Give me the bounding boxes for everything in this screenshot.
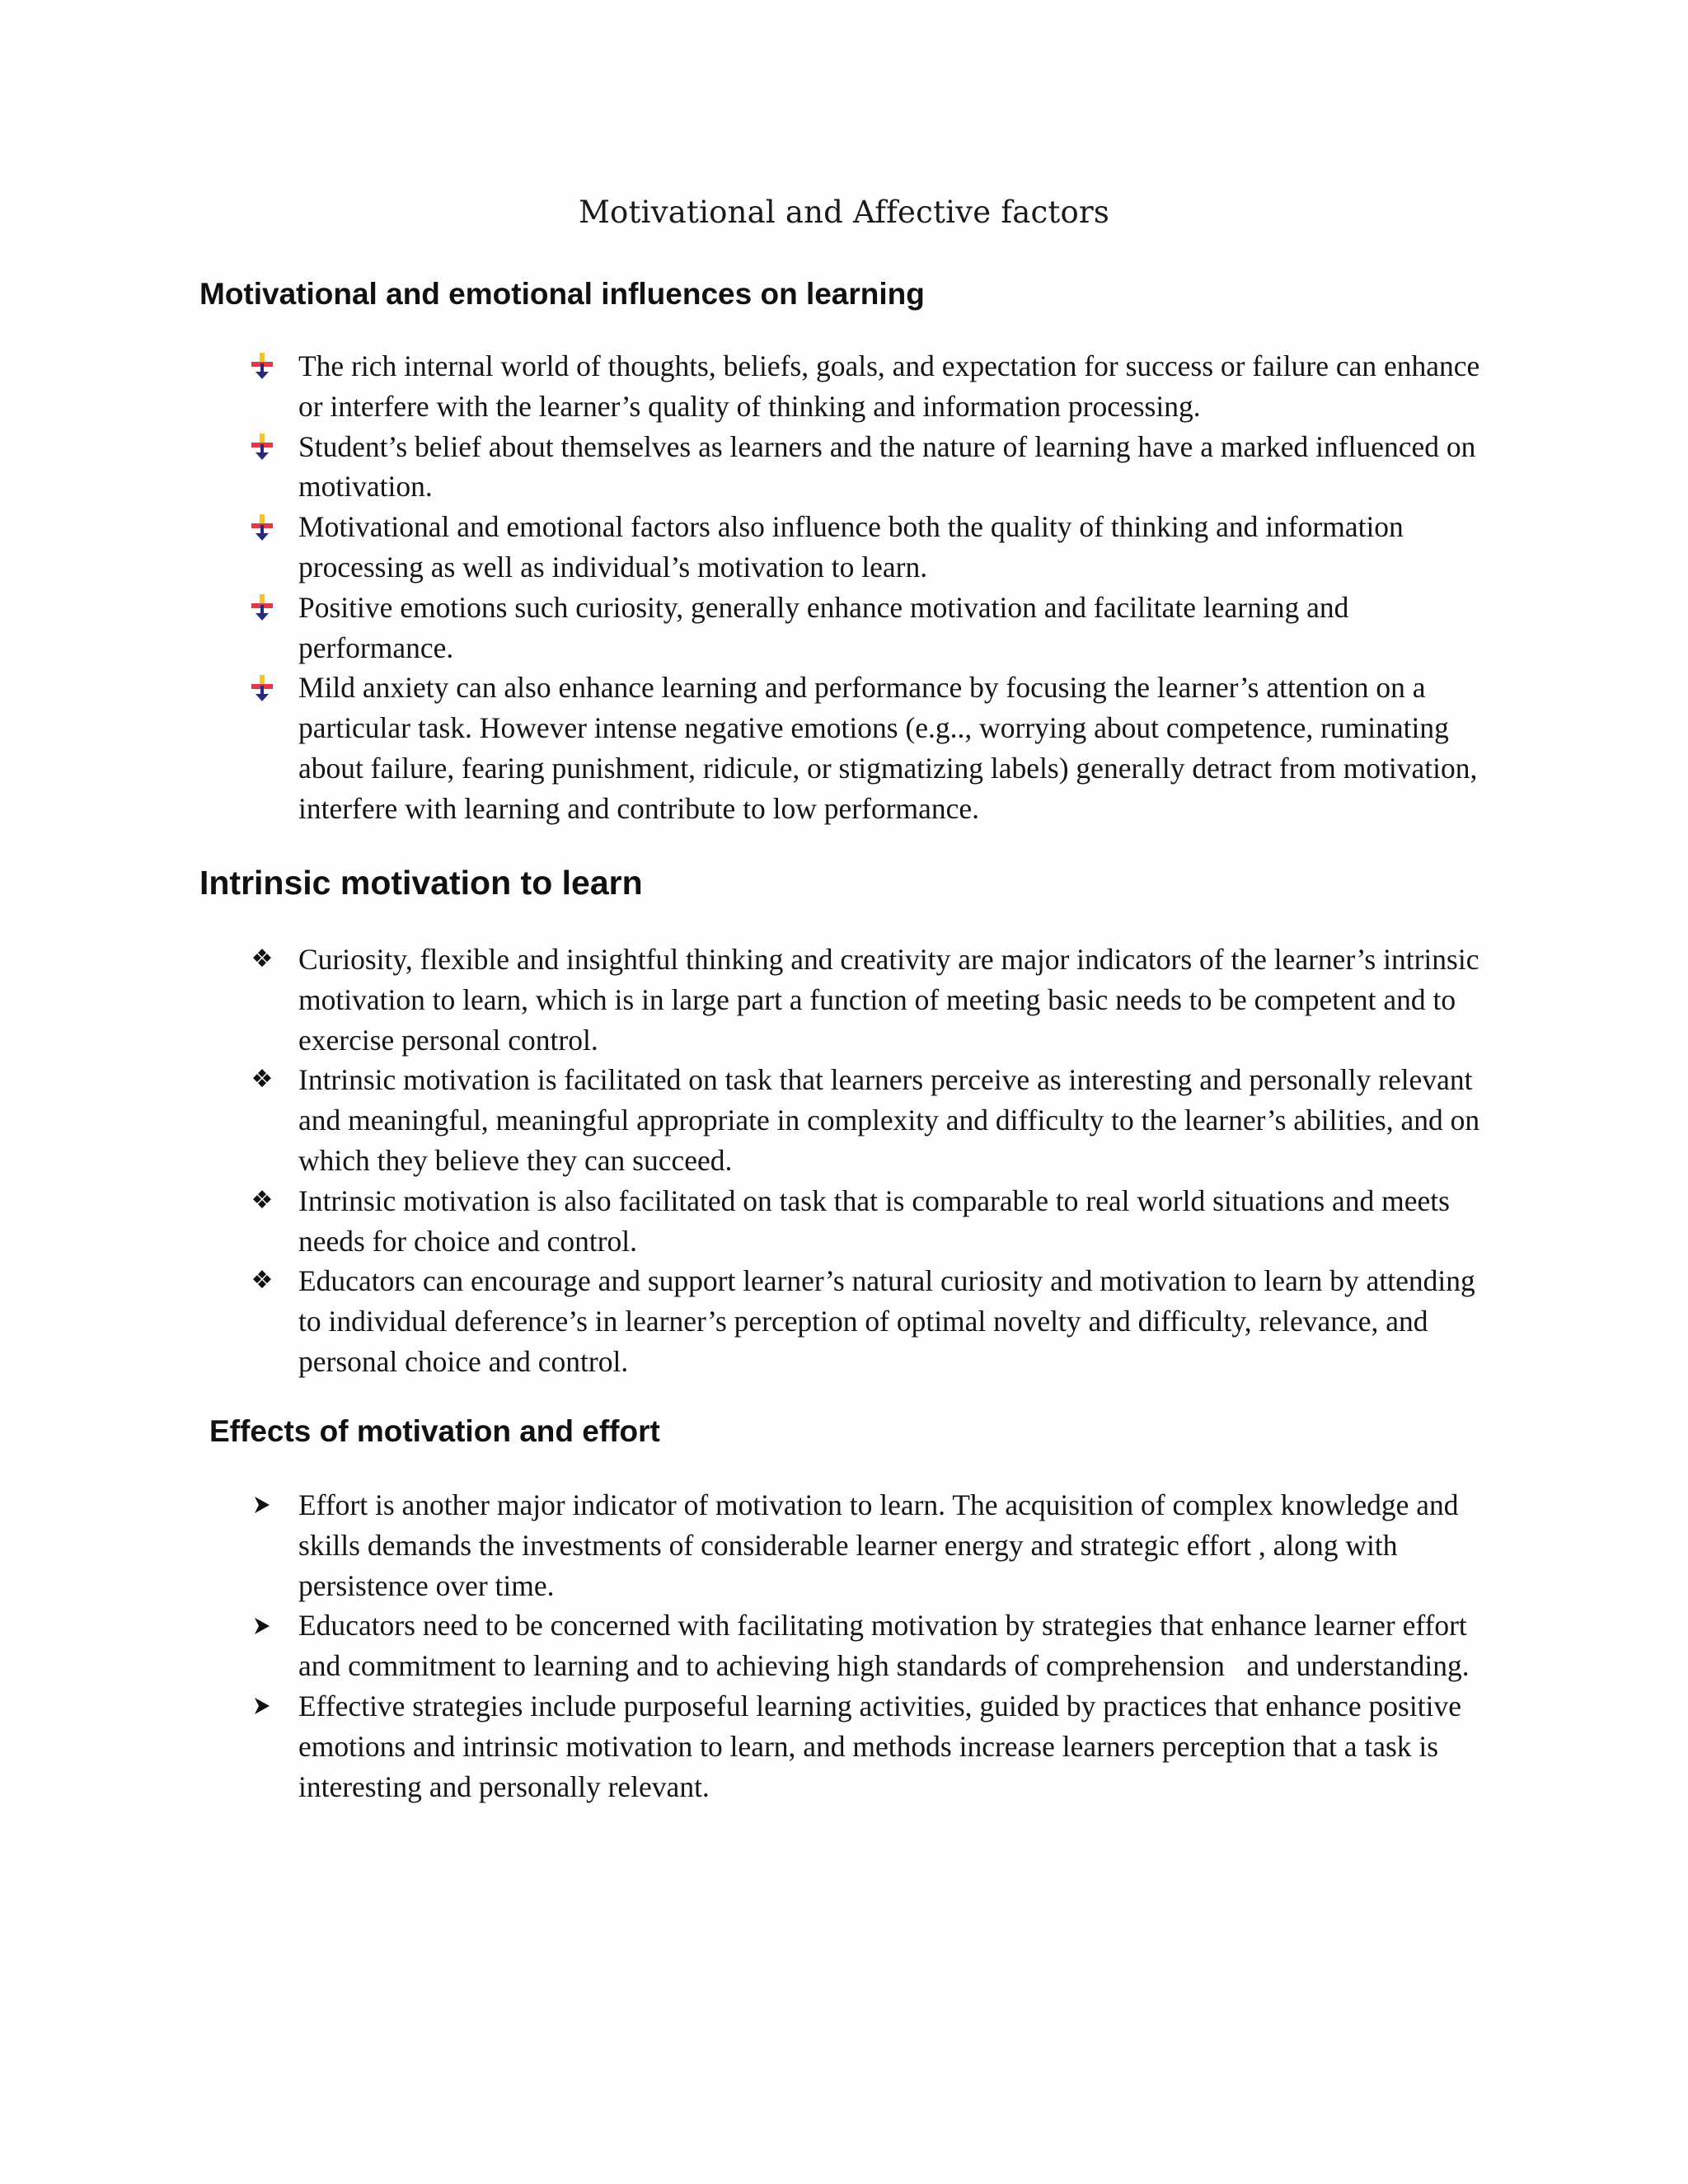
down-arrow-cross-icon — [246, 427, 279, 467]
arrowhead-right-icon — [246, 1686, 279, 1727]
list-item-text: Educators can encourage and support learner’s natural curiosity and motivation to learn by attending to individual deference’s in learner’s perception of optimal novelty and difficulty, relevance, and personal choice and control. — [298, 1264, 1475, 1378]
down-arrow-cross-icon — [246, 346, 279, 387]
list-item-text: Effort is another major indicator of motivation to learn. The acquisition of complex knowledge and skills demands the investments of considerable learner energy and strategic effort , along with persistence over time. — [298, 1488, 1459, 1602]
bullet-list-motivational-emotional — [246, 346, 1498, 829]
section-heading-effects-motivation-effort: Effects of motivation and effort — [209, 1414, 660, 1448]
section-heading-motivational-emotional: Motivational and emotional influences on learning — [199, 277, 925, 311]
list-item — [246, 1261, 1498, 1381]
arrowhead-right-icon — [246, 1605, 279, 1646]
list-item-text: Mild anxiety can also enhance learning and performance by focusing the learner’s attention on a particular task. However intense negative emotions (e.g.., worrying about competence, ruminating about failure, fearing punishment, ridicule, or stigmatizing labels) generally detract from motivation, interfere with learning and contribute to low performance. — [298, 671, 1478, 825]
list-item-text: Curiosity, flexible and insightful thinking and creativity are major indicators of the learner’s intrinsic motivation to learn, which is in large part a function of meeting basic needs to be competent and to exercise personal control. — [298, 943, 1479, 1057]
section-heading-intrinsic-motivation: Intrinsic motivation to learn — [199, 864, 643, 902]
list-item-text: Positive emotions such curiosity, generally enhance motivation and facilitate learning and performance. — [298, 590, 1349, 664]
four-diamond-icon: ❖ — [251, 1266, 274, 1296]
arrowhead-right-icon — [246, 1485, 279, 1526]
list-item — [246, 588, 1498, 668]
list-item — [246, 1605, 1498, 1686]
four-diamond-icon: ❖ — [251, 1065, 274, 1094]
list-item — [246, 668, 1498, 828]
list-item-text: Intrinsic motivation is also facilitated on task that is comparable to real world situations and meets needs for choice and control. — [298, 1183, 1450, 1258]
list-item — [246, 1181, 1498, 1262]
list-item-text: Student’s belief about themselves as learners and the nature of learning have a marked influenced on motivation. — [298, 429, 1476, 504]
list-item-text: Motivational and emotional factors also influence both the quality of thinking and information processing as well as individual’s motivation to learn. — [298, 510, 1404, 583]
list-item — [246, 346, 1498, 427]
four-diamond-icon: ❖ — [251, 1185, 274, 1215]
list-item — [246, 1686, 1498, 1807]
list-item — [246, 507, 1498, 588]
list-item-text: Intrinsic motivation is facilitated on task that learners perceive as interesting and personally relevant and meaningful, meaningful appropriate in complexity and difficulty to the learner’s abilities, and on which they believe they can succeed. — [298, 1063, 1480, 1177]
document-title: Motivational and Affective factors — [578, 194, 1110, 230]
list-item — [246, 940, 1498, 1060]
four-diamond-icon: ❖ — [251, 944, 274, 973]
down-arrow-cross-icon — [246, 668, 279, 708]
list-item — [246, 427, 1498, 508]
list-item — [246, 1060, 1498, 1180]
down-arrow-cross-icon — [246, 588, 279, 628]
list-item-text: Educators need to be concerned with facilitating motivation by strategies that enhance learner effort and commitment to learning and to achieving high standards of comprehension and understanding. — [298, 1609, 1475, 1683]
list-item-text: The rich internal world of thoughts, beliefs, goals, and expectation for success or failure can enhance or interfere with the learner’s quality of thinking and information processing. — [298, 349, 1480, 423]
bullet-list-intrinsic-motivation — [246, 940, 1498, 1382]
list-item-text: Effective strategies include purposeful learning activities, guided by practices that enhance positive emotions and intrinsic motivation to learn, and methods increase learners perception that a task is interesting and personally relevant. — [298, 1689, 1461, 1803]
list-item — [246, 1485, 1498, 1605]
bullet-list-effects-motivation-effort — [246, 1485, 1498, 1807]
down-arrow-cross-icon — [246, 507, 279, 547]
